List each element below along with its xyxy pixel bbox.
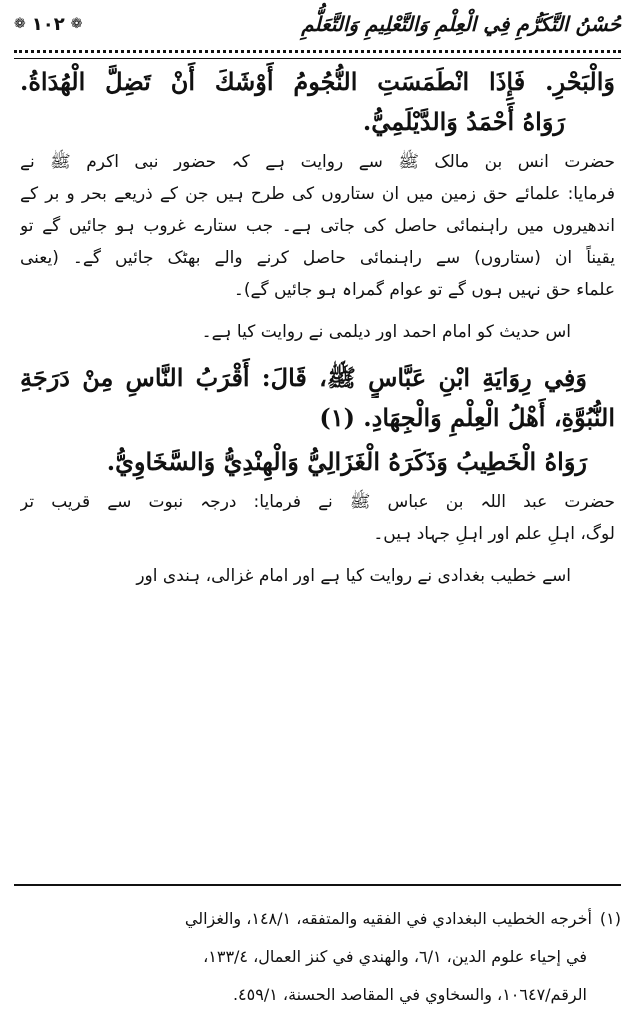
arabic-text-2-line: النُّبُوَّةِ، أَهْلُ الْعِلْمِ وَالْجِهَادِ. (١): [319, 403, 615, 432]
page-body: [20, 62, 615, 592]
urdu-translation-1-line: یقیناً ان (ستاروں) سے راہنمائی حاصل کرنے والے بھٹک جائیں گے۔ (یعنی: [20, 248, 615, 268]
urdu-translation-1-line: فرمایا: علمائے حق زمین میں ان ستاروں کی طرح ہیں جن کے ذریعے بحر و بر کے: [20, 184, 615, 204]
header-divider: [14, 50, 621, 59]
footnote-line: [14, 900, 621, 938]
footnote-line: في إحياء علوم الدين، ٦/١، والهندي في كنز العمال، ١٣٣/٤،: [203, 947, 587, 966]
footnote-divider: [14, 884, 621, 886]
footnote-line: الرقم/١٠٦٤٧، والسخاوي في المقاصد الحسنة، ٤٥٩/١.: [232, 985, 587, 1004]
arabic-text-1: وَالْبَحْرِ. فَإِذَا انْطَمَسَتِ النُّجُومُ أَوْشَكَ أَنْ تَضِلَّ الْهُدَاةُ.: [20, 67, 615, 96]
urdu-translation-2-line: حضرت عبد اللہ بن عباس ﷺ نے فرمایا: درجہ نبوت سے قریب تر: [20, 492, 615, 512]
urdu-source-1: اس حدیث کو امام احمد اور دیلمی نے روایت کیا ہے۔: [201, 322, 571, 342]
ornament-left-icon: ❁: [14, 16, 26, 32]
arabic-source-2: رَوَاهُ الْخَطِيبُ وَذَكَرَهُ الْغَزَالِيُّ وَالْهِنْدِيُّ وَالسَّخَاوِيُّ.: [106, 447, 587, 476]
arabic-source-1: رَوَاهُ أَحْمَدُ وَالدَّيْلَمِيُّ.: [362, 107, 565, 136]
arabic-text-2-line: وَفِي رِوَايَةِ ابْنِ عَبَّاسٍ ﷺ، قَالَ: أَقْرَبُ النَّاسِ مِنْ دَرَجَةِ: [20, 363, 587, 392]
page-header: [14, 2, 621, 46]
ornament-right-icon: ❁: [70, 16, 83, 32]
running-title: حُسْنُ التَّكَرُّمِ فِي الْعِلْمِ وَالتَّعْلِيمِ وَالتَّعَلُّمِ: [301, 12, 621, 36]
page-number-box: [14, 14, 82, 35]
urdu-source-2: اسے خطیب بغدادی نے روایت کیا ہے اور امام غزالی، ہندی اور: [136, 566, 571, 586]
footnote-marker: (١): [599, 909, 621, 928]
urdu-translation-1-line: علماء حق نہیں ہوں گے تو عوام گمراہ ہو جائیں گے)۔: [233, 280, 615, 300]
urdu-translation-2-line: لوگ، اہلِ علم اور اہلِ جہاد ہیں۔: [373, 524, 615, 544]
urdu-translation-1-line: اندھیروں میں راہنمائی حاصل کی جاتی ہے۔ جب ستارے غروب ہو جائیں گے تو: [20, 216, 615, 236]
footnote-text: أخرجه الخطيب البغدادي في الفقيه والمتفقه، ١٤٨/١، والغزالي: [184, 909, 592, 928]
page-number: ١٠٢: [31, 13, 65, 35]
footnotes: [14, 900, 621, 1014]
urdu-translation-1-line: حضرت انس بن مالک ﷺ سے روایت ہے کہ حضور نبی اکرم ﷺ نے: [20, 152, 615, 172]
